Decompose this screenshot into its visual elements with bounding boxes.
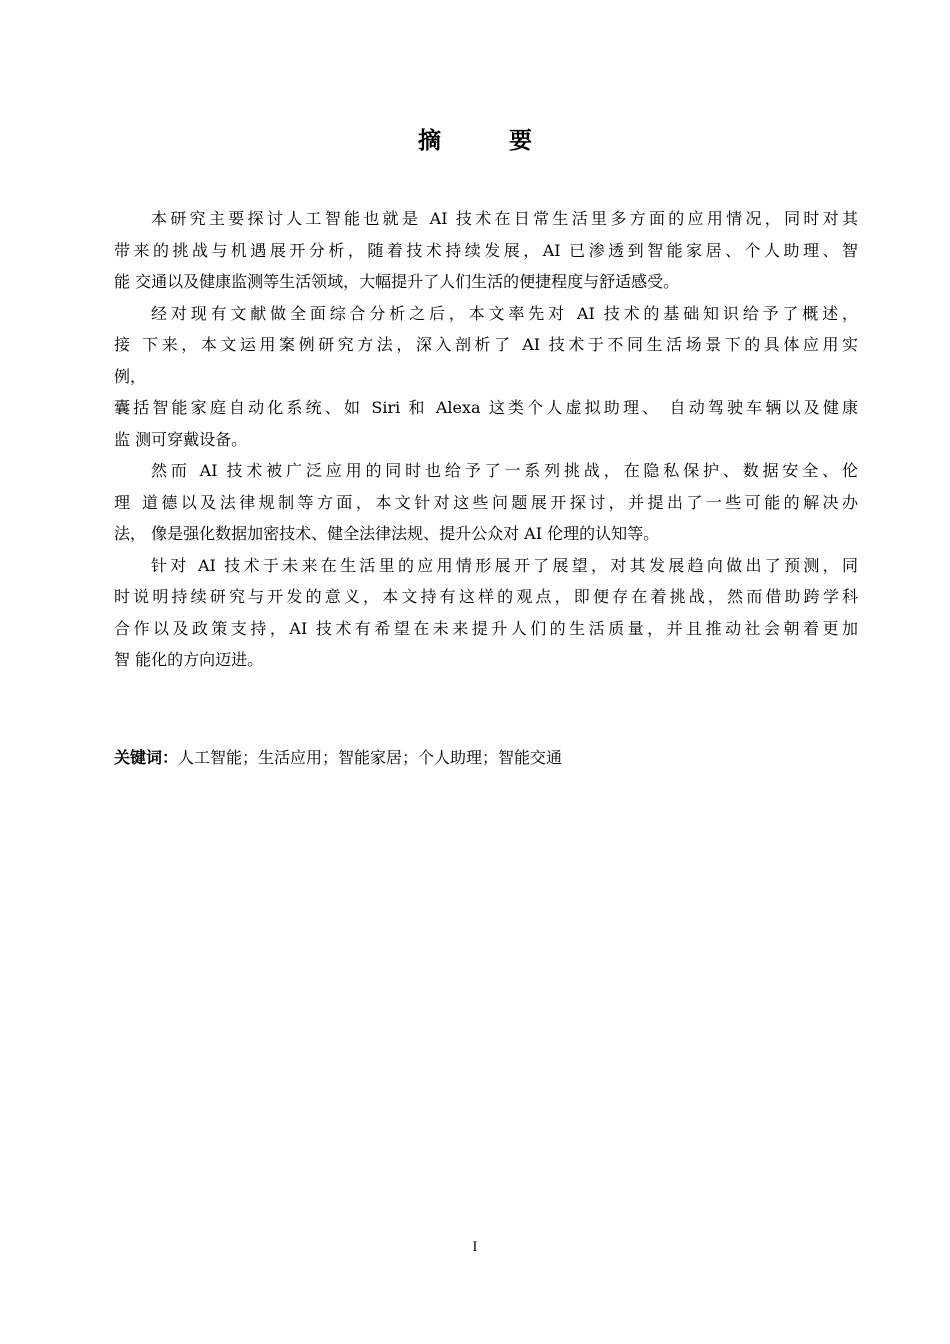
abstract-line: 然而 AI 技术被广泛应用的同时也给予了一系列挑战，在隐私保护、数据安全、伦 [151,461,858,480]
abstract-line: 接 下来，本文运用案例研究方法，深入剖析了 AI 技术于不同生活场景下的具体应用实 [114,335,858,354]
abstract-line: 理 道德以及法律规制等方面，本文针对这些问题展开探讨，并提出了一些可能的解决办 [114,492,858,512]
page-number: I [472,1240,478,1255]
page-title: 摘 要 [417,128,562,154]
abstract-line: 带来的挑战与机遇展开分析，随着技术持续发展，AI 已渗透到智能家居、个人助理、智 [114,240,858,260]
keywords-label: 关键词： [114,748,179,767]
keywords-line [114,742,562,774]
abstract-line: 法， 像是强化数据加密技术、健全法律法规、提升公众对 AI 伦理的认知等。 [114,524,660,543]
abstract-body [114,203,858,676]
abstract-line: 例， [114,366,147,386]
abstract-line: 囊括智能家庭自动化系统、如 Siri 和 Alexa 这类个人虚拟助理、 自动驾驶车辆以及健康 [114,398,858,417]
abstract-line: 针对 AI 技术于未来在生活里的应用情形展开了展望，对其发展趋向做出了预测，同 [151,555,858,575]
abstract-line: 合作以及政策支持，AI 技术有希望在未来提升人们的生活质量，并且推动社会朝着更加 [114,618,858,638]
abstract-line: 智 能化的方向迈进。 [114,650,264,669]
abstract-line: 经对现有文献做全面综合分析之后，本文率先对 AI 技术的基础知识给予了概述， [151,303,858,323]
abstract-line: 监 测可穿戴设备。 [114,429,248,449]
abstract-line: 能 交通以及健康监测等生活领域，大幅提升了人们生活的便捷程度与舒适感受。 [114,272,680,291]
abstract-line: 本研究主要探讨人工智能也就是 AI 技术在日常生活里多方面的应用情况，同时对其 [151,209,858,228]
abstract-line: 时说明持续研究与开发的意义，本文持有这样的观点，即便存在着挑战，然而借助跨学科 [114,587,858,606]
keywords-value: 人工智能；生活应用；智能家居；个人助理；智能交通 [178,748,563,767]
